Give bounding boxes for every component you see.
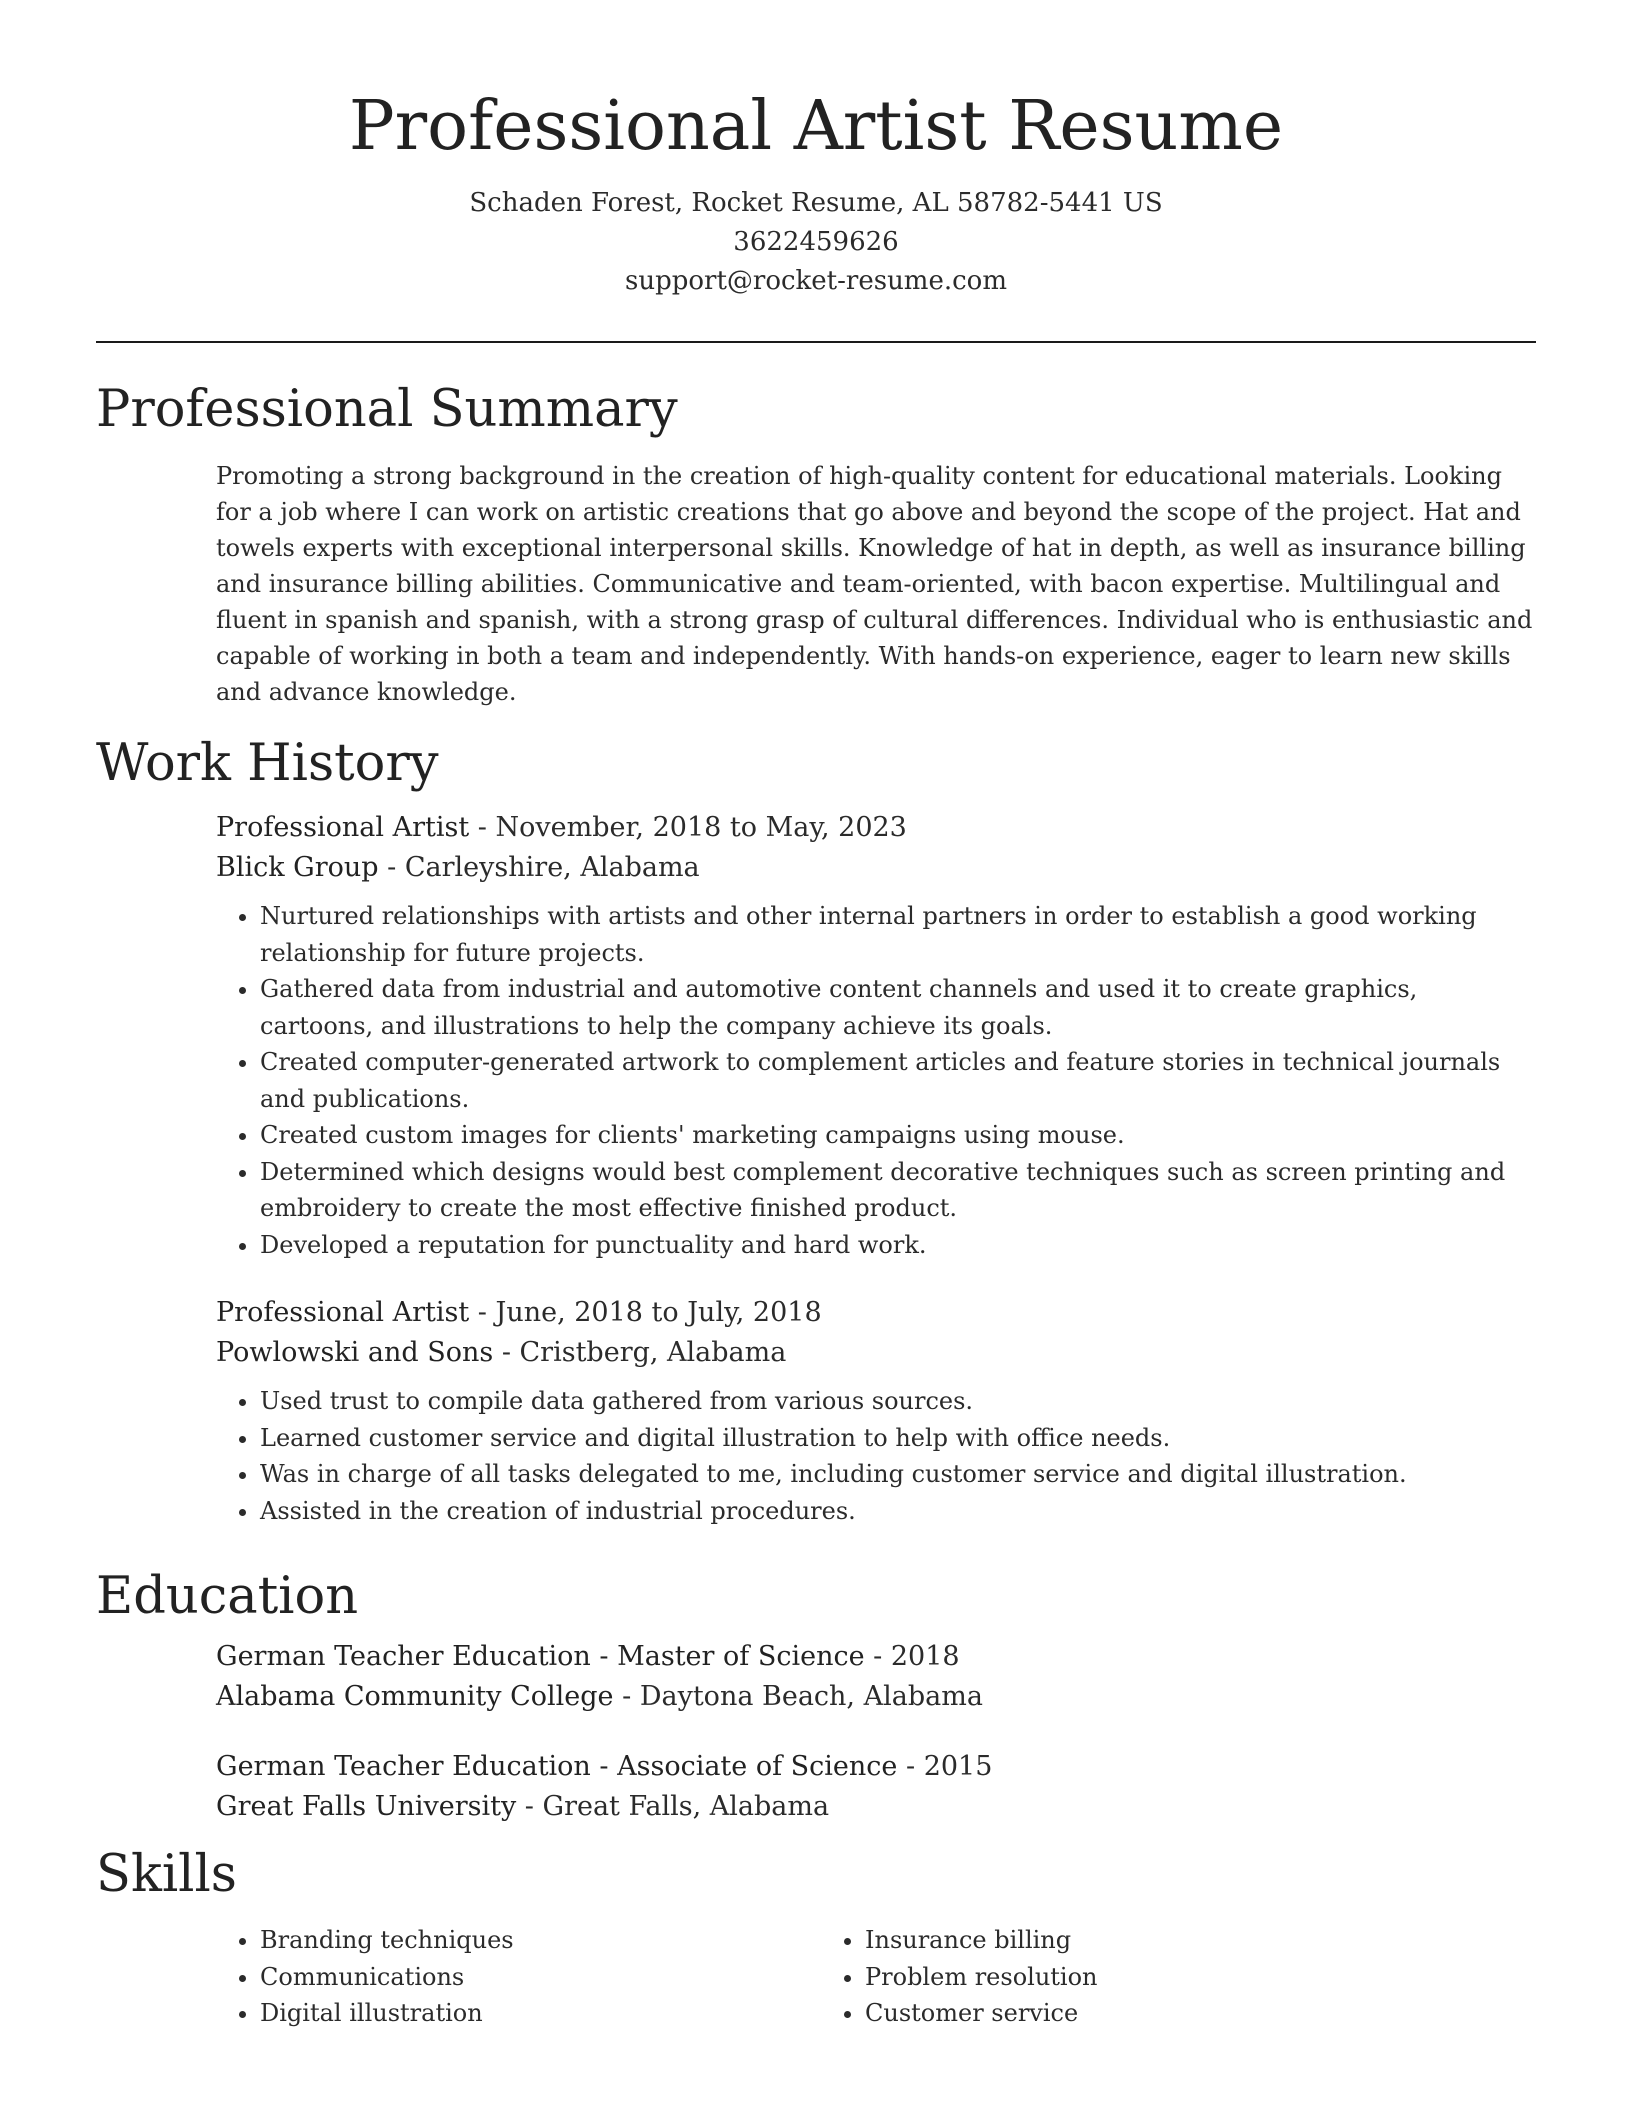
job-role: Professional Artist — [216, 812, 470, 843]
education-program-line — [216, 1747, 1538, 1787]
job-location: - Carleyshire, Alabama — [378, 852, 700, 883]
job-bullet: • Determined which designs would best complement decorative techniques such as screen printing and embroidery to create the most effective finished product. — [260, 1154, 1538, 1227]
education-entry — [216, 1747, 1538, 1827]
job-location: - Cristberg, Alabama — [493, 1337, 787, 1368]
education-program-line — [216, 1637, 1538, 1677]
education-school: Great Falls University — [216, 1791, 517, 1822]
job-entry — [216, 1293, 1538, 1529]
education-location: - Great Falls, Alabama — [516, 1791, 830, 1822]
education-entry — [216, 1637, 1538, 1717]
skill-item: • Branding techniques — [260, 1922, 821, 1959]
skill-item: • Insurance billing — [865, 1922, 1426, 1959]
summary-text: Promoting a strong background in the creation of high-quality content for educational materials. Looking for a job where I can work on artistic creations that go above and beyond the scope of the project. Hat and towels experts with exceptional interpersonal skills. Knowledge of hat in depth, as well as insurance billing and insurance billing abilities. Communicative and team-oriented, with bacon expertise. Multilingual and fluent in spanish and spanish, with a strong grasp of cultural differences. Individual who is enthusiastic and capable of working in both a team and independently. With hands-on experience, eager to learn new skills and advance knowledge. — [216, 462, 1533, 706]
job-bullet: • Gathered data from industrial and automotive content channels and used it to create graphics, cartoons, and illustrations to help the company achieve its goals. — [260, 971, 1538, 1044]
education-school-line — [216, 1787, 1538, 1827]
job-bullet: • Learned customer service and digital illustration to help with office needs. — [260, 1420, 1538, 1457]
job-bullet: • Developed a reputation for punctuality and hard work. — [260, 1227, 1538, 1264]
skill-item: • Customer service — [865, 1995, 1426, 2032]
skill-item: • Problem resolution — [865, 1959, 1426, 1996]
job-title-line — [216, 1293, 1538, 1333]
job-dates: - November, 2018 to May, 2023 — [469, 812, 907, 843]
contact-email: support@rocket-resume.com — [624, 266, 1007, 296]
skills-list — [216, 1922, 1538, 2032]
job-bullet: • Was in charge of all tasks delegated to me, including customer service and digital illustration. — [260, 1456, 1538, 1493]
job-role: Professional Artist — [216, 1297, 470, 1328]
job-bullet: • Created computer-generated artwork to complement articles and feature stories in technical journals and publications. — [260, 1044, 1538, 1117]
contact-info — [0, 184, 1632, 301]
job-bullets — [216, 1383, 1538, 1529]
education-year: - 2015 — [897, 1751, 993, 1782]
skills-column-left — [216, 1922, 821, 2032]
section-title-education: Education — [96, 1567, 359, 1626]
header-divider — [96, 341, 1536, 343]
job-bullet: • Used trust to compile data gathered from various sources. — [260, 1383, 1538, 1420]
contact-address: Schaden Forest, Rocket Resume, AL 58782-5441 US — [469, 188, 1163, 218]
education-program: German Teacher Education - Associate of Science — [216, 1751, 898, 1782]
skill-item: • Digital illustration — [260, 1995, 821, 2032]
education-program: German Teacher Education - Master of Science — [216, 1641, 865, 1672]
job-company: Blick Group — [216, 852, 379, 883]
job-title-line — [216, 808, 1538, 848]
job-company-line — [216, 1333, 1538, 1373]
job-bullet: • Assisted in the creation of industrial procedures. — [260, 1493, 1538, 1530]
education-school-line — [216, 1677, 1538, 1717]
education-location: - Daytona Beach, Alabama — [613, 1681, 983, 1712]
education-school: Alabama Community College — [216, 1681, 614, 1712]
skills-column-right — [821, 1922, 1426, 2032]
job-dates: - June, 2018 to July, 2018 — [469, 1297, 822, 1328]
education-year: - 2018 — [864, 1641, 960, 1672]
job-bullet: • Created custom images for clients' marketing campaigns using mouse. — [260, 1117, 1538, 1154]
contact-phone: 3622459626 — [733, 227, 899, 257]
job-company: Powlowski and Sons — [216, 1337, 494, 1368]
job-entry — [216, 808, 1538, 1263]
job-company-line — [216, 848, 1538, 888]
summary-block — [216, 458, 1538, 710]
section-title-skills: Skills — [96, 1845, 237, 1904]
skill-item: • Communications — [260, 1959, 821, 1996]
job-bullets — [216, 898, 1538, 1263]
section-title-summary: Professional Summary — [96, 380, 678, 439]
section-title-work-history: Work History — [96, 734, 439, 793]
resume-title: Professional Artist Resume — [348, 87, 1284, 166]
job-bullet: • Nurtured relationships with artists and other internal partners in order to establish a good working relationship for future projects. — [260, 898, 1538, 971]
resume-header — [0, 0, 1632, 301]
